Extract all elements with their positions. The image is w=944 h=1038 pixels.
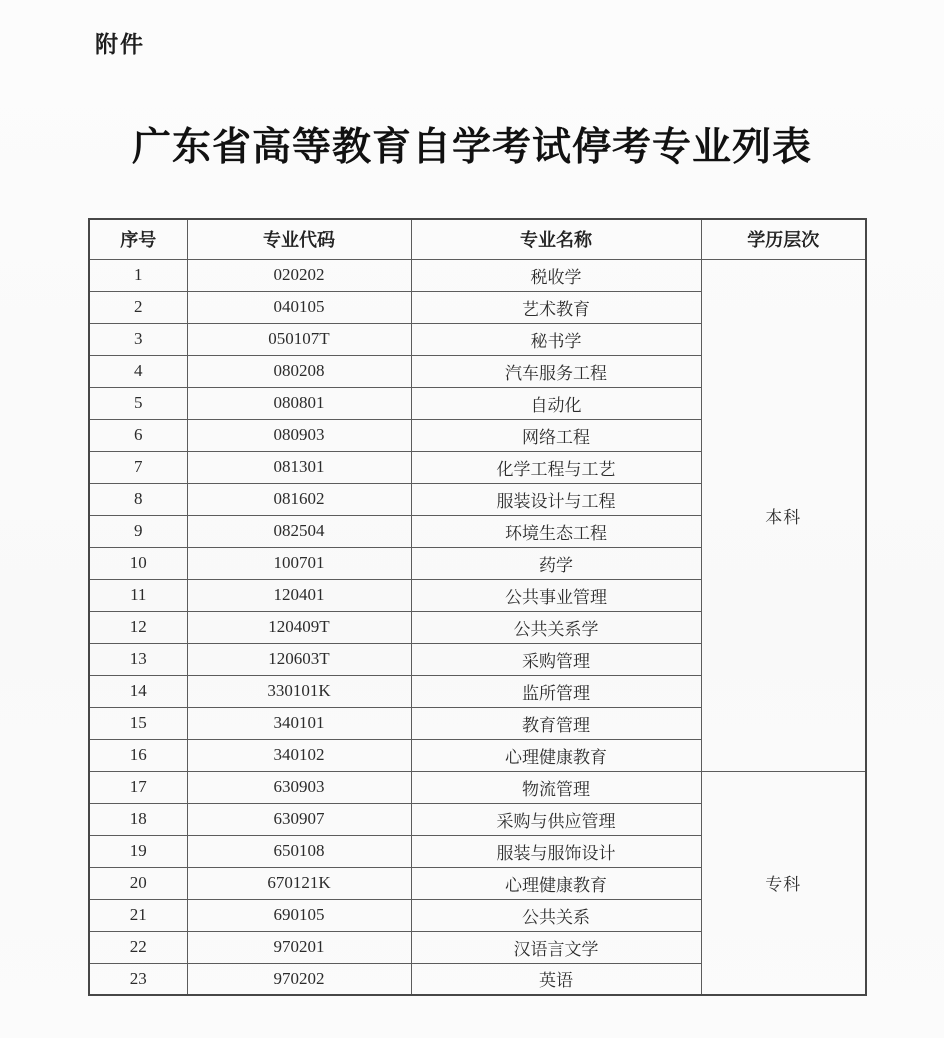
major-name: 采购与供应管理 [411,803,701,835]
row-no: 12 [89,611,187,643]
row-no: 20 [89,867,187,899]
major-code: 080801 [187,387,411,419]
row-no: 8 [89,483,187,515]
education-level-cell: 本科 [701,259,866,771]
major-code: 340101 [187,707,411,739]
major-name: 环境生态工程 [411,515,701,547]
major-code: 040105 [187,291,411,323]
row-no: 1 [89,259,187,291]
major-code: 670121K [187,867,411,899]
row-no: 6 [89,419,187,451]
major-code: 050107T [187,323,411,355]
row-no: 19 [89,835,187,867]
table-header [89,219,866,259]
header-专业代码: 专业代码 [187,219,411,259]
major-code: 081301 [187,451,411,483]
major-code: 340102 [187,739,411,771]
major-name: 公共关系学 [411,611,701,643]
major-code: 120409T [187,611,411,643]
major-name: 化学工程与工艺 [411,451,701,483]
major-code: 650108 [187,835,411,867]
header-学历层次: 学历层次 [701,219,866,259]
major-name: 心理健康教育 [411,739,701,771]
major-code: 970201 [187,931,411,963]
major-name: 公共事业管理 [411,579,701,611]
major-name: 汉语言文学 [411,931,701,963]
major-code: 120603T [187,643,411,675]
major-name: 心理健康教育 [411,867,701,899]
page-title: 广东省高等教育自学考试停考专业列表 [131,126,812,169]
major-code: 330101K [187,675,411,707]
major-name: 服装设计与工程 [411,483,701,515]
major-name: 公共关系 [411,899,701,931]
row-no: 15 [89,707,187,739]
suspended-majors-table [88,218,867,996]
row-no: 2 [89,291,187,323]
major-code: 081602 [187,483,411,515]
major-code: 080903 [187,419,411,451]
major-code: 630907 [187,803,411,835]
major-name: 采购管理 [411,643,701,675]
major-code: 630903 [187,771,411,803]
major-code: 970202 [187,963,411,995]
row-no: 10 [89,547,187,579]
education-level-cell: 专科 [701,771,866,995]
table-row [89,771,866,803]
row-no: 9 [89,515,187,547]
row-no: 5 [89,387,187,419]
major-name: 物流管理 [411,771,701,803]
row-no: 13 [89,643,187,675]
major-code: 082504 [187,515,411,547]
row-no: 11 [89,579,187,611]
major-name: 艺术教育 [411,291,701,323]
major-name: 税收学 [411,259,701,291]
header-专业名称: 专业名称 [411,219,701,259]
table-body [89,259,866,995]
major-name: 英语 [411,963,701,995]
row-no: 3 [89,323,187,355]
major-code: 120401 [187,579,411,611]
row-no: 14 [89,675,187,707]
major-name: 网络工程 [411,419,701,451]
major-code: 690105 [187,899,411,931]
major-name: 汽车服务工程 [411,355,701,387]
row-no: 18 [89,803,187,835]
row-no: 7 [89,451,187,483]
row-no: 21 [89,899,187,931]
row-no: 16 [89,739,187,771]
attachment-label: 附件 [95,31,145,57]
table-row [89,259,866,291]
row-no: 17 [89,771,187,803]
major-name: 教育管理 [411,707,701,739]
major-name: 监所管理 [411,675,701,707]
row-no: 4 [89,355,187,387]
major-code: 100701 [187,547,411,579]
major-name: 服装与服饰设计 [411,835,701,867]
major-name: 自动化 [411,387,701,419]
major-name: 药学 [411,547,701,579]
table-header-row [89,219,866,259]
major-code: 020202 [187,259,411,291]
major-code: 080208 [187,355,411,387]
major-name: 秘书学 [411,323,701,355]
row-no: 23 [89,963,187,995]
header-序号: 序号 [89,219,187,259]
row-no: 22 [89,931,187,963]
